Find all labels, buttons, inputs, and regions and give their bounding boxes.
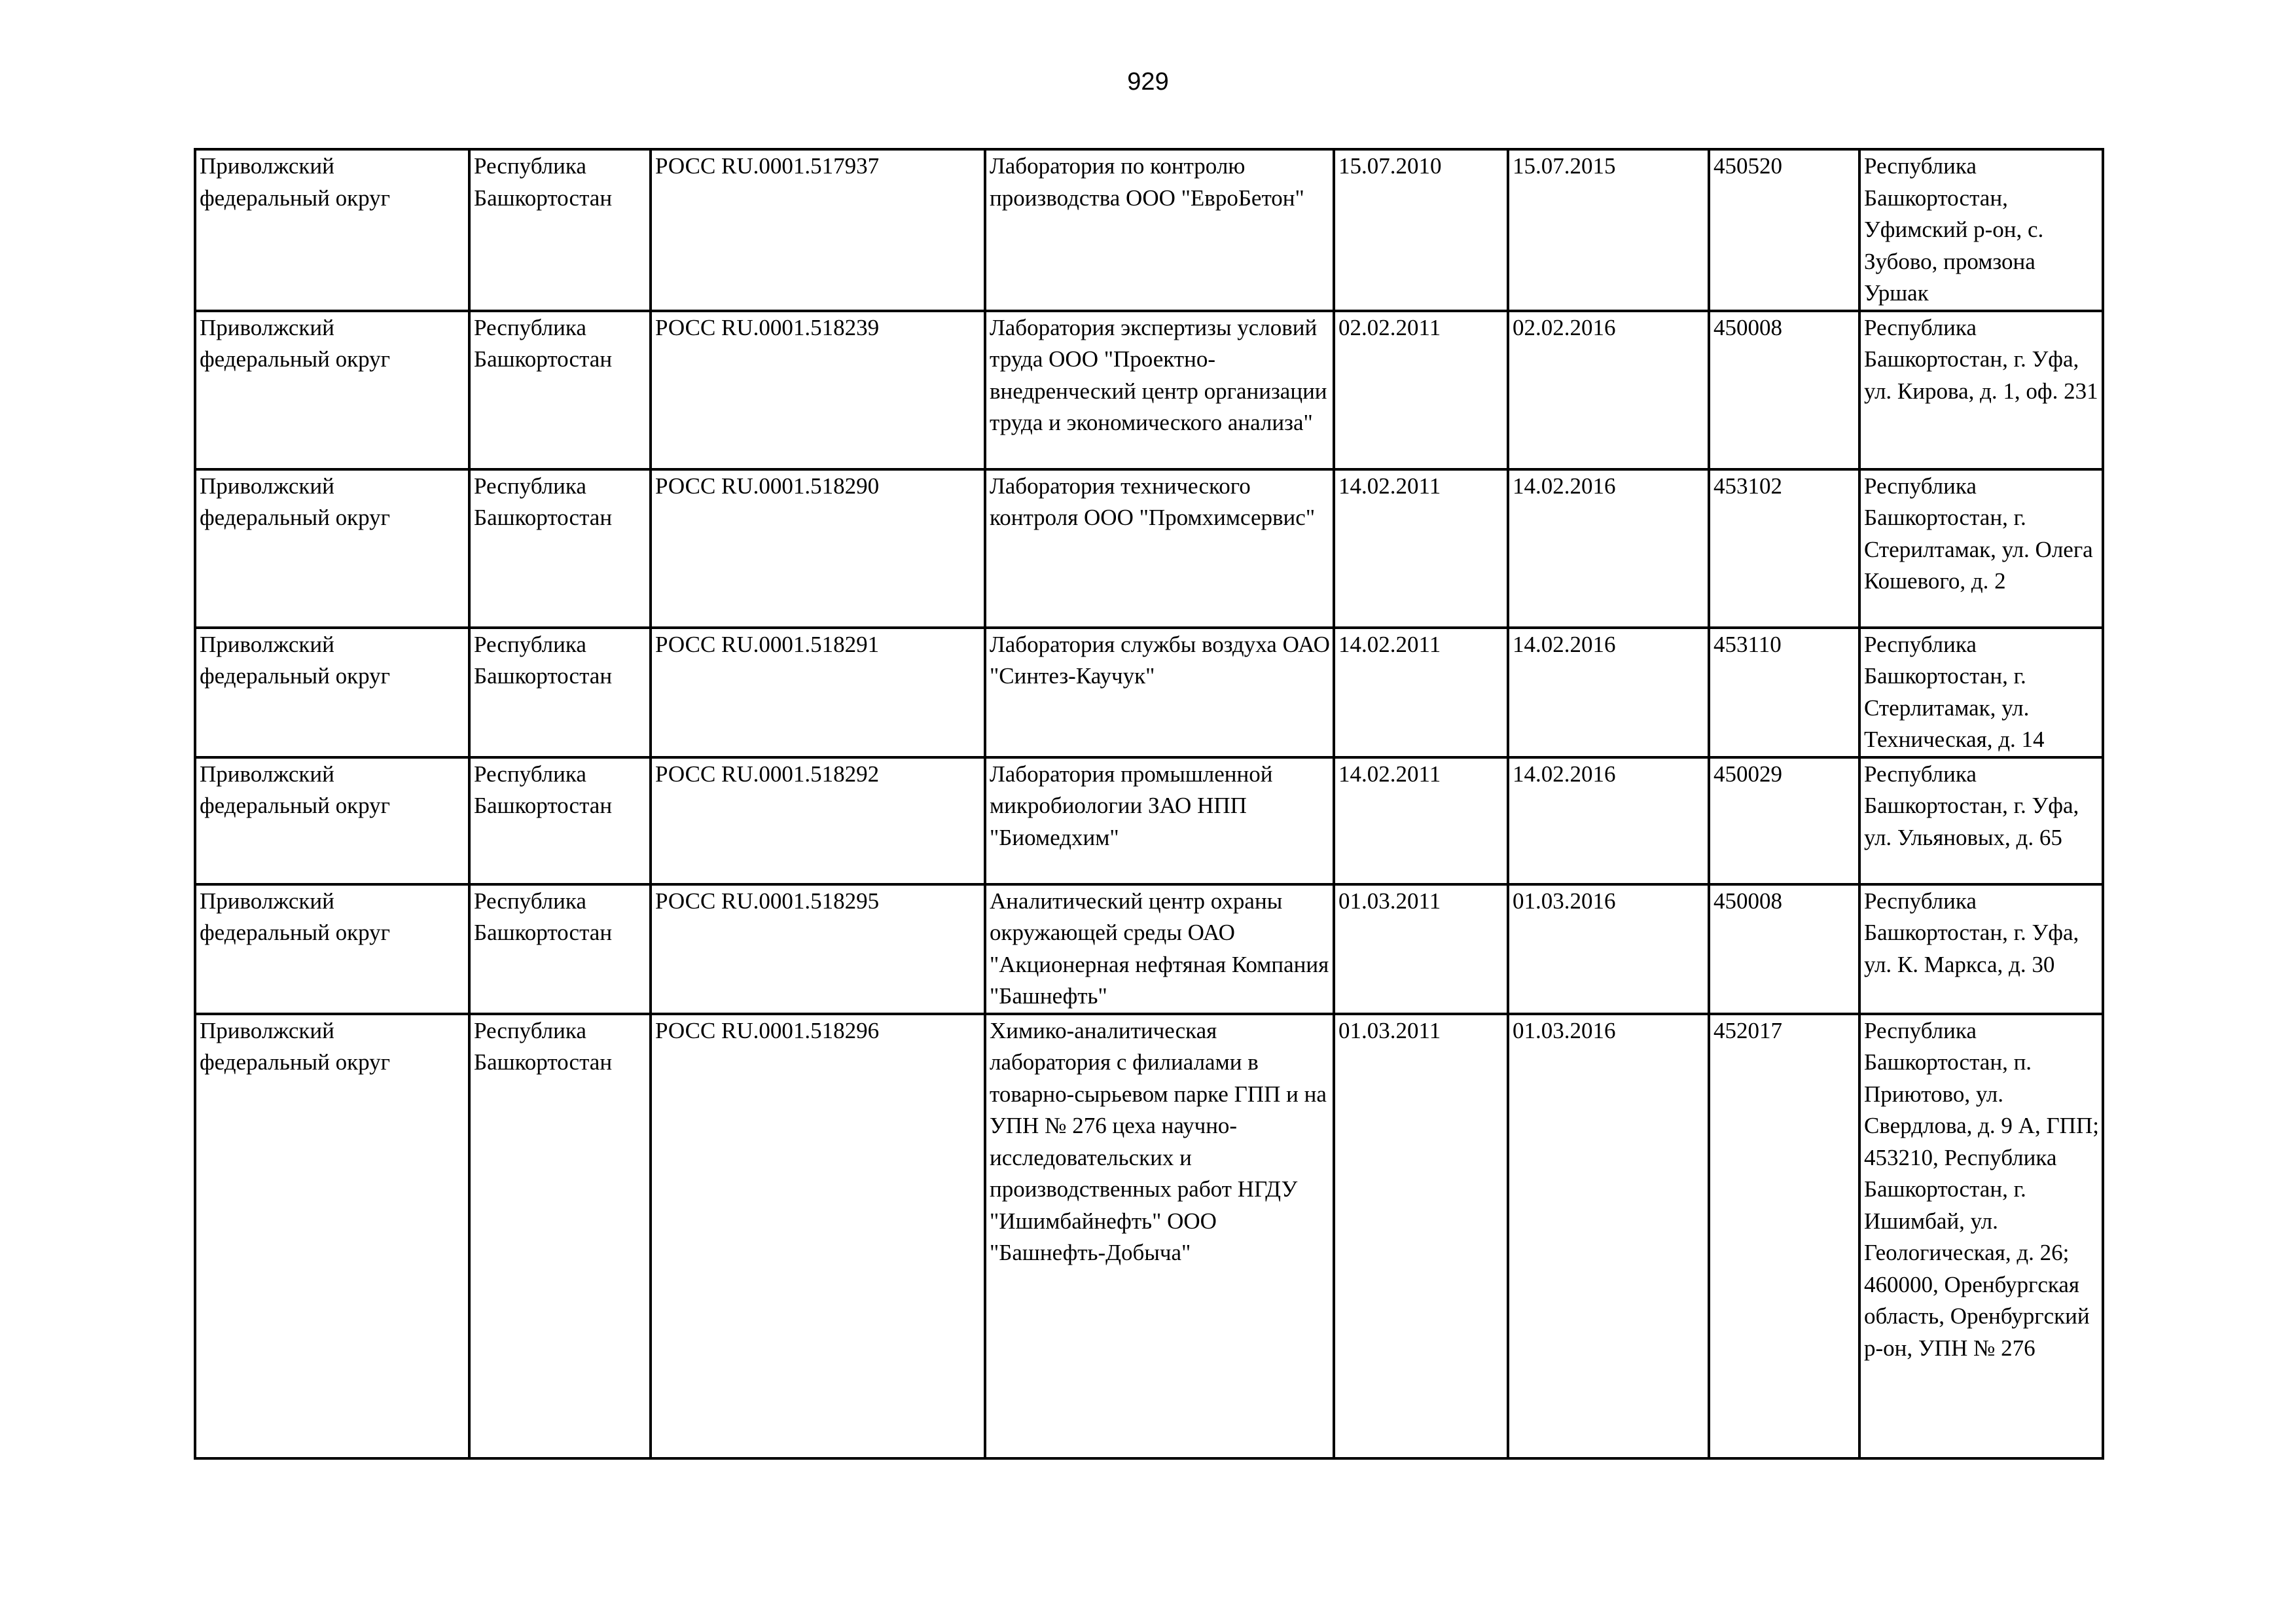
district-cell: Приволжский федеральный округ — [195, 149, 469, 311]
postal-index-cell: 450008 — [1709, 884, 1859, 1014]
page-number: 929 — [1127, 68, 1169, 96]
postal-index-cell: 453102 — [1709, 469, 1859, 628]
certificate-cell: РОСС RU.0001.518296 — [651, 1014, 985, 1458]
laboratory-cell: Лаборатория экспертизы условий труда ООО "Проектно-внедренческий центр организации труда и экономического анализа" — [985, 311, 1334, 469]
district-cell: Приволжский федеральный округ — [195, 311, 469, 469]
district-cell: Приволжский федеральный округ — [195, 469, 469, 628]
postal-index-cell: 450008 — [1709, 311, 1859, 469]
region-cell: Республика Башкортостан — [469, 757, 651, 884]
certificate-cell: РОСС RU.0001.518291 — [651, 628, 985, 757]
postal-index-cell: 450520 — [1709, 149, 1859, 311]
table-row — [195, 311, 2103, 469]
certificate-cell: РОСС RU.0001.518295 — [651, 884, 985, 1014]
expiry-date-cell: 14.02.2016 — [1508, 628, 1709, 757]
region-cell: Республика Башкортостан — [469, 311, 651, 469]
region-cell: Республика Башкортостан — [469, 149, 651, 311]
issued-date-cell: 01.03.2011 — [1334, 1014, 1508, 1458]
issued-date-cell: 01.03.2011 — [1334, 884, 1508, 1014]
address-cell: Республика Башкортостан, г. Уфа, ул. К. Маркса, д. 30 — [1859, 884, 2103, 1014]
expiry-date-cell: 14.02.2016 — [1508, 757, 1709, 884]
postal-index-cell: 450029 — [1709, 757, 1859, 884]
laboratory-registry-table — [194, 148, 2104, 1460]
address-cell: Республика Башкортостан, г. Стерлитамак, ул. Техническая, д. 14 — [1859, 628, 2103, 757]
table-row — [195, 628, 2103, 757]
laboratory-cell: Аналитический центр охраны окружающей среды ОАО "Акционерная нефтяная Компания "Башнефть" — [985, 884, 1334, 1014]
region-cell: Республика Башкортостан — [469, 1014, 651, 1458]
table-row — [195, 757, 2103, 884]
certificate-cell: РОСС RU.0001.518292 — [651, 757, 985, 884]
table-row — [195, 1014, 2103, 1458]
issued-date-cell: 14.02.2011 — [1334, 469, 1508, 628]
certificate-cell: РОСС RU.0001.518239 — [651, 311, 985, 469]
issued-date-cell: 02.02.2011 — [1334, 311, 1508, 469]
address-cell: Республика Башкортостан, г. Уфа, ул. Ульяновых, д. 65 — [1859, 757, 2103, 884]
address-cell: Республика Башкортостан, г. Уфа, ул. Кирова, д. 1, оф. 231 — [1859, 311, 2103, 469]
certificate-cell: РОСС RU.0001.518290 — [651, 469, 985, 628]
issued-date-cell: 15.07.2010 — [1334, 149, 1508, 311]
table-row — [195, 469, 2103, 628]
district-cell: Приволжский федеральный округ — [195, 1014, 469, 1458]
laboratory-cell: Лаборатория службы воздуха ОАО "Синтез-Каучук" — [985, 628, 1334, 757]
table-row — [195, 149, 2103, 311]
certificate-cell: РОСС RU.0001.517937 — [651, 149, 985, 311]
laboratory-cell: Химико-аналитическая лаборатория с филиалами в товарно-сырьевом парке ГПП и на УПН № 276 цеха научно-исследовательских и производственных работ НГДУ "Ишимбайнефть" ООО "Башнефть-Добыча" — [985, 1014, 1334, 1458]
region-cell: Республика Башкортостан — [469, 628, 651, 757]
expiry-date-cell: 01.03.2016 — [1508, 1014, 1709, 1458]
region-cell: Республика Башкортостан — [469, 884, 651, 1014]
address-cell: Республика Башкортостан, Уфимский р-он, с. Зубово, промзона Уршак — [1859, 149, 2103, 311]
table-row — [195, 884, 2103, 1014]
expiry-date-cell: 02.02.2016 — [1508, 311, 1709, 469]
laboratory-cell: Лаборатория промышленной микробиологии ЗАО НПП "Биомедхим" — [985, 757, 1334, 884]
address-cell: Республика Башкортостан, п. Приютово, ул. Свердлова, д. 9 А, ГПП; 453210, Республика Башкортостан, г. Ишимбай, ул. Геологическая, д. 26; 460000, Оренбургская область, Оренбургский р-он, УПН № 276 — [1859, 1014, 2103, 1458]
expiry-date-cell: 01.03.2016 — [1508, 884, 1709, 1014]
expiry-date-cell: 15.07.2015 — [1508, 149, 1709, 311]
expiry-date-cell: 14.02.2016 — [1508, 469, 1709, 628]
laboratory-cell: Лаборатория технического контроля ООО "Промхимсервис" — [985, 469, 1334, 628]
laboratory-cell: Лаборатория по контролю производства ООО "ЕвроБетон" — [985, 149, 1334, 311]
address-cell: Республика Башкортостан, г. Стерилтамак, ул. Олега Кошевого, д. 2 — [1859, 469, 2103, 628]
issued-date-cell: 14.02.2011 — [1334, 757, 1508, 884]
district-cell: Приволжский федеральный округ — [195, 884, 469, 1014]
district-cell: Приволжский федеральный округ — [195, 628, 469, 757]
district-cell: Приволжский федеральный округ — [195, 757, 469, 884]
region-cell: Республика Башкортостан — [469, 469, 651, 628]
issued-date-cell: 14.02.2011 — [1334, 628, 1508, 757]
postal-index-cell: 453110 — [1709, 628, 1859, 757]
postal-index-cell: 452017 — [1709, 1014, 1859, 1458]
